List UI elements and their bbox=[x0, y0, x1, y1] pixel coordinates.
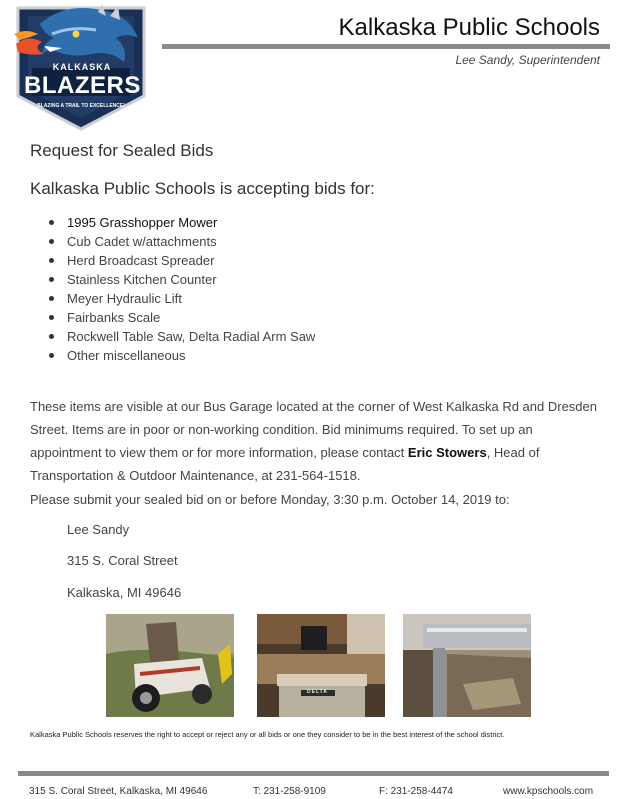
logo-tagline: BLAZING A TRAIL TO EXCELLENCE! bbox=[37, 103, 125, 109]
header-rule bbox=[162, 44, 610, 49]
disclaimer: Kalkaska Public Schools reserves the right to accept or reject any or all bids or one they consider to be in the best interest of the school district. bbox=[30, 730, 505, 739]
bid-items-list bbox=[48, 213, 315, 365]
logo-top-text: KALKASKA bbox=[52, 62, 112, 72]
visibility-paragraph bbox=[30, 395, 600, 487]
visibility-text-before: These items are visible at our Bus Garage located at the corner of West Kalkaska Rd and Dresden Street. Items are in poor or non-working condition. Bid minimums required. To set up an appointment to view them or for more information, please contact bbox=[30, 399, 597, 460]
address-name: Lee Sandy bbox=[67, 522, 130, 537]
mower-photo bbox=[106, 614, 234, 717]
saw-brand-label: DELTA bbox=[307, 689, 328, 695]
list-item: 1995 Grasshopper Mower bbox=[48, 213, 315, 232]
logo-main-text: BLAZERS bbox=[24, 72, 141, 99]
footer-website-link[interactable]: www.kpschools.com bbox=[503, 786, 594, 797]
contact-name: Eric Stowers bbox=[407, 445, 487, 460]
list-item: Rockwell Table Saw, Delta Radial Arm Saw bbox=[48, 327, 315, 346]
school-logo bbox=[14, 4, 148, 132]
table-saw-photo bbox=[257, 614, 385, 717]
intro-heading: Kalkaska Public Schools is accepting bids for: bbox=[30, 179, 375, 198]
address-city: Kalkaska, MI 49646 bbox=[67, 585, 182, 600]
list-item: Stainless Kitchen Counter bbox=[48, 270, 315, 289]
kitchen-counter-photo bbox=[403, 614, 531, 717]
list-item: Meyer Hydraulic Lift bbox=[48, 289, 315, 308]
org-name: Kalkaska Public Schools bbox=[338, 14, 600, 41]
superintendent-line: Lee Sandy, Superintendent bbox=[455, 53, 600, 67]
address-street: 315 S. Coral Street bbox=[67, 553, 178, 568]
list-item: Cub Cadet w/attachments bbox=[48, 232, 315, 251]
footer-rule bbox=[18, 771, 609, 776]
submit-paragraph: Please submit your sealed bid on or before Monday, 3:30 p.m. October 14, 2019 to: bbox=[30, 492, 510, 507]
list-item: Other miscellaneous bbox=[48, 346, 315, 365]
footer-fax: F: 231-258-4474 bbox=[379, 786, 453, 797]
list-item: Herd Broadcast Spreader bbox=[48, 251, 315, 270]
document-title: Request for Sealed Bids bbox=[30, 141, 214, 160]
footer-address: 315 S. Coral Street, Kalkaska, MI 49646 bbox=[29, 786, 208, 797]
visibility-text-after: , Head of Transportation & Outdoor Maintenance, at 231-564-1518. bbox=[30, 445, 540, 483]
footer-phone: T: 231-258-9109 bbox=[253, 786, 326, 797]
list-item: Fairbanks Scale bbox=[48, 308, 315, 327]
